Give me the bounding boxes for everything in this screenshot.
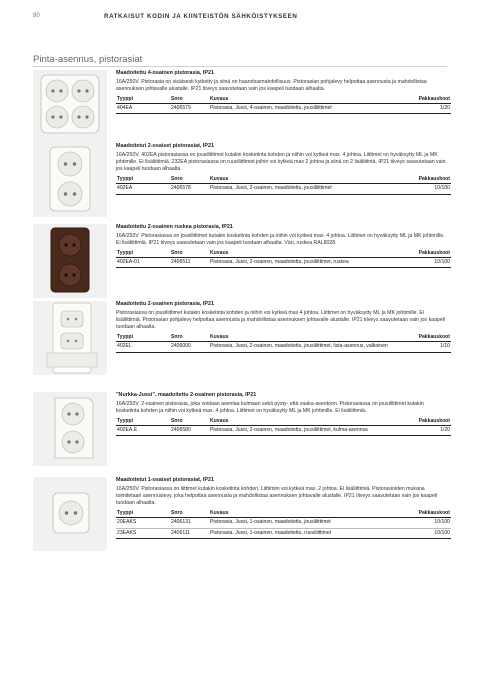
col-header-type: Tyyppi bbox=[116, 509, 170, 518]
table-row bbox=[116, 425, 451, 436]
cell-snro: 2406111 bbox=[170, 528, 209, 539]
col-header-snro: Snro bbox=[170, 249, 209, 258]
cell-desc: Pistorasia, Jussi, 2-osainen, maadoitettu, jousiliittimet, kulma-asennus bbox=[209, 425, 393, 436]
col-header-pack: Pakkauskoot bbox=[393, 95, 451, 104]
product-title: Maadoitettu 2-osainen ruskea pistorasia, IP21 bbox=[116, 224, 233, 230]
table-row bbox=[116, 103, 451, 114]
col-header-pack: Pakkauskoot bbox=[393, 175, 451, 184]
table-row bbox=[116, 528, 451, 539]
cell-desc: Pistorasia, Jussi, 2-osainen, maadoitettu, jousilliittimet bbox=[209, 183, 393, 194]
col-header-pack: Pakkauskoot bbox=[393, 333, 451, 342]
product-title: Maadoitettu 2-osainen pistorasia, IP21 bbox=[116, 301, 214, 307]
product-description: Pistorasiassa on jousiliittimet kutakin kosketinta kohden ja niihin voi kytkeä max 4 johtoa. Liittimet on hyväksytty ML ja MK johtimille. Ei lisäliittimiä. Pistorasian pohjalevy helpottaa asennusta ja mahdollistaa asennuksen johtavalle alustalle. IP21 tiiveys saavutetaan vain jos kaapeli tuodaan alhaalta. bbox=[116, 309, 446, 330]
cell-type: 404EA bbox=[116, 103, 170, 114]
col-header-desc: Kuvaus bbox=[209, 509, 393, 518]
page-number: 80 bbox=[33, 13, 40, 19]
product-table bbox=[116, 509, 451, 540]
product-image bbox=[33, 392, 107, 466]
product-description: 16A/250V. 402EA pistorasiassa on jousiliittimet kutakin kosketinta kohden ja niihin voi kytkeä max. 4 johtoa. Liittimet on hyväksytty ML ja MK johtimille. Ei lisäliittimiä. 232EA pistorasiassa on ruuviliittimet joihin voi kytkeä max 2 johtoa ja siinä on 2 lisäliitintä. IP21 tiiveys saavutetaan vain jos kaapeli tuodaan alhaalta. bbox=[116, 151, 446, 172]
product-title: Maadoitetut 2-osaiset pistorasiat, IP21 bbox=[116, 143, 214, 149]
col-header-type: Tyyppi bbox=[116, 95, 170, 104]
cell-desc: Pistorasia, Jussi, 1-osainen, maadoitettu, jousiliittimet bbox=[209, 517, 393, 528]
product-image bbox=[33, 143, 107, 217]
cell-type: 402EL bbox=[116, 341, 170, 352]
cell-type: 402EA bbox=[116, 183, 170, 194]
col-header-desc: Kuvaus bbox=[209, 95, 393, 104]
cell-snro: 2406131 bbox=[170, 517, 209, 528]
product-table bbox=[116, 333, 451, 353]
col-header-desc: Kuvaus bbox=[209, 333, 393, 342]
product-image bbox=[33, 477, 107, 551]
section-title: Pinta-asennus, pistorasiat bbox=[33, 54, 143, 65]
col-header-snro: Snro bbox=[170, 95, 209, 104]
section-divider bbox=[33, 66, 447, 67]
col-header-snro: Snro bbox=[170, 175, 209, 184]
cell-snro: 2406000 bbox=[170, 341, 209, 352]
cell-snro: 2406579 bbox=[170, 103, 209, 114]
col-header-snro: Snro bbox=[170, 509, 209, 518]
header-title: RATKAISUT KODIN JA KIINTEISTÖN SÄHKÖISTYKSEEN bbox=[104, 13, 298, 20]
page-header bbox=[0, 13, 480, 25]
cell-pack: 10/100 bbox=[393, 257, 451, 268]
cell-pack: 10/100 bbox=[393, 528, 451, 539]
cell-pack: 1/10 bbox=[393, 341, 451, 352]
product-image bbox=[33, 70, 107, 144]
cell-snro: 2406511 bbox=[170, 257, 209, 268]
cell-snro: 2406580 bbox=[170, 425, 209, 436]
table-row bbox=[116, 341, 451, 352]
cell-type: 23EAKS bbox=[116, 528, 170, 539]
cell-type: 20EAKS bbox=[116, 517, 170, 528]
cell-pack: 1/20 bbox=[393, 103, 451, 114]
col-header-type: Tyyppi bbox=[116, 417, 170, 426]
cell-snro: 2406578 bbox=[170, 183, 209, 194]
col-header-desc: Kuvaus bbox=[209, 249, 393, 258]
product-table bbox=[116, 249, 451, 269]
product-title: "Nurkka-Jussi", maadoitettu 2-osainen pistorasia, IP21 bbox=[116, 392, 257, 398]
col-header-desc: Kuvaus bbox=[209, 175, 393, 184]
product-description: 16A/250V. Pistorasiassa on liittimet kutakin kosketinta kohden. Liittimiin voi kytkeä max. 2 johtoa. Ei lisäliittimiä. Pistorasioiden mukana toimitetaan asennuslevy, joka helpottaa asennusta ja mahdollistaa asennuksen johtavalle alustalle. IP21 tiiveys saavutetaan vain jos kaapeli tuodaan alhaalta. bbox=[116, 485, 438, 506]
product-image bbox=[33, 224, 107, 298]
product-table bbox=[116, 95, 451, 115]
col-header-pack: Pakkauskoot bbox=[393, 509, 451, 518]
cell-desc: Pistorasia, Jussi, 4-osainen, maadoitettu, jousilliittimet bbox=[209, 103, 393, 114]
product-table bbox=[116, 175, 451, 195]
col-header-desc: Kuvaus bbox=[209, 417, 393, 426]
cell-pack: 10/100 bbox=[393, 183, 451, 194]
col-header-type: Tyyppi bbox=[116, 249, 170, 258]
table-row bbox=[116, 517, 451, 528]
product-description: 16A/250V. 2-osainen pistorasia, joka voidaan asentaa kulmaan sekä pysty- että vaaka-asentoon. Pistorasiassa on jousiliittimet kutakin kosketinta kohden ja niihin voi kytkeä max. 4 johtoa. Liittimet on hyväksytty ML ja MK johtimille. Ei lisäliittimiä. bbox=[116, 400, 424, 414]
cell-pack: 10/100 bbox=[393, 517, 451, 528]
cell-desc: Pistorasia, Jussi, 1-osainen, maadoitettu, ruuviliittimet bbox=[209, 528, 393, 539]
cell-type: 402EA-01 bbox=[116, 257, 170, 268]
product-title: Maadoitettu 4-osainen pistorasia, IP21 bbox=[116, 70, 214, 76]
cell-desc: Pistorasia, Jussi, 2-osainen, maadoitettu, jousiliittimet, lista-asennus, valkoinen bbox=[209, 341, 393, 352]
col-header-pack: Pakkauskoot bbox=[393, 249, 451, 258]
cell-type: 402EA.E bbox=[116, 425, 170, 436]
col-header-pack: Pakkauskoot bbox=[393, 417, 451, 426]
product-description: 16A/250V. Pistorasiassa on jousiliittimet kutakin kosketinta kohden ja niihin voi kytkeä max. 4 johtoa. Liittimet on hyväksytty ML ja MK johtimille. Ei lisäliittimiä. IP21 tiiveys saavutetaan vain jos kaapeli tuodaan alhaalta. Väri, ruskea RAL8028. bbox=[116, 232, 445, 246]
col-header-snro: Snro bbox=[170, 417, 209, 426]
product-table bbox=[116, 417, 451, 437]
product-image bbox=[33, 301, 107, 375]
product-description: 16A/250V. Pistorasia on sisäisesti kytketty ja siinä on haaroitusmahdollisuus. Pistorasian pohjalevy helpottaa asennusta ja mahdollistaa asennuksen johtavalle alustalle. IP21 tiiveys saavutetaan vain jos kaapeli tuodaan alhaalta. bbox=[116, 78, 427, 92]
table-row bbox=[116, 183, 451, 194]
product-title: Maadoitetut 1-osaiset pistorasiat, IP21 bbox=[116, 477, 214, 483]
col-header-type: Tyyppi bbox=[116, 175, 170, 184]
cell-pack: 1/20 bbox=[393, 425, 451, 436]
col-header-type: Tyyppi bbox=[116, 333, 170, 342]
col-header-snro: Snro bbox=[170, 333, 209, 342]
cell-desc: Pistorasia, Jussi, 2-osainen, maadoitettu, jousiliittimet, ruskea bbox=[209, 257, 393, 268]
table-row bbox=[116, 257, 451, 268]
